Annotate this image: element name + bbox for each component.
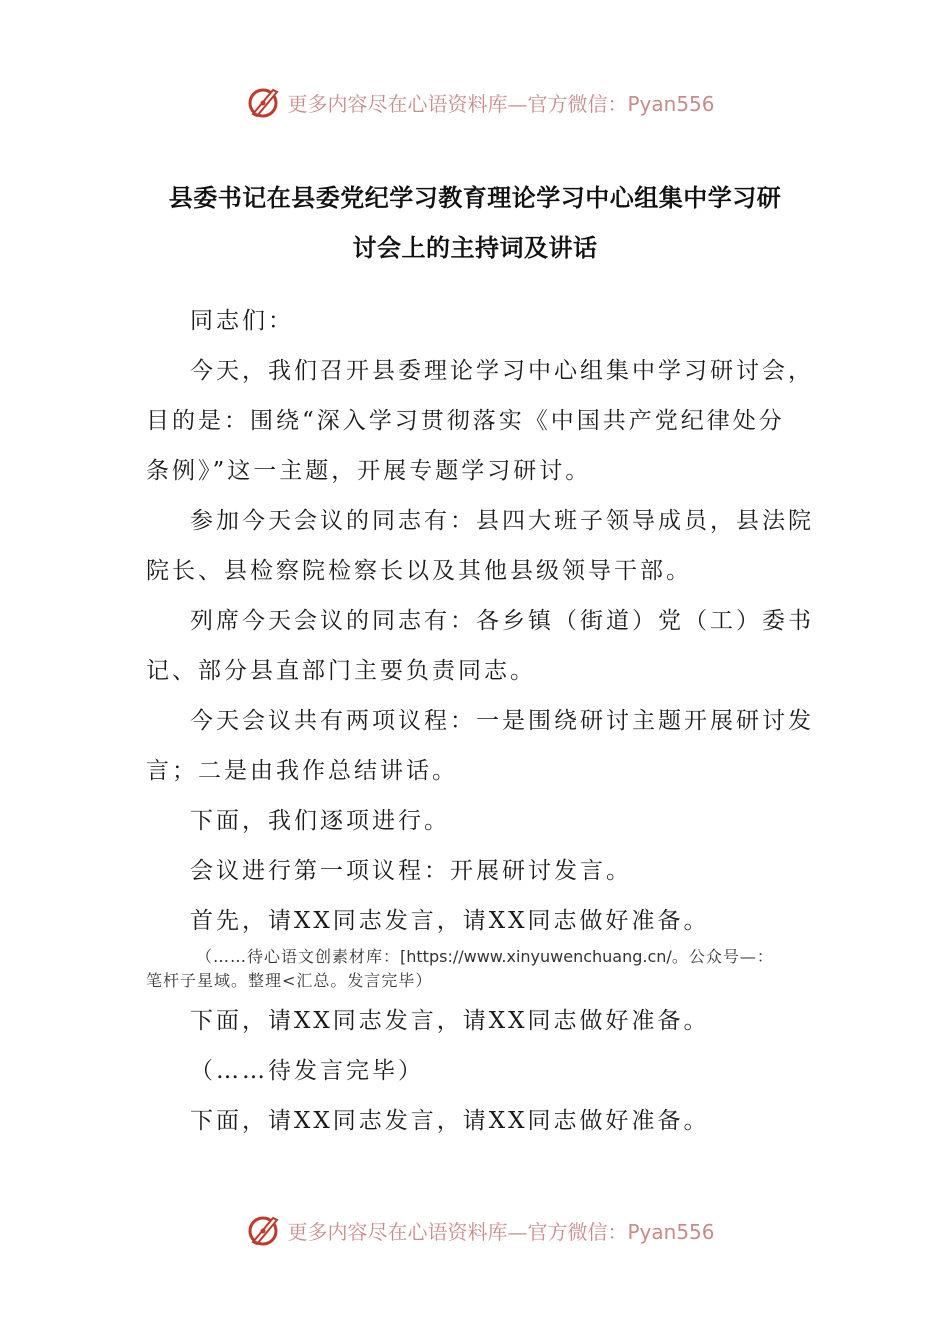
document-title-line-2: 讨会上的主持词及讲话 xyxy=(352,234,598,262)
banner-text xyxy=(287,88,714,117)
paragraph-line: 今天会议共有两项议程：一是围绕研讨主题开展研讨发 xyxy=(190,708,814,734)
header-banner xyxy=(0,82,950,122)
paragraph-line: 下面，请XX同志发言，请XX同志做好准备。 xyxy=(190,1108,710,1134)
source-note-line-1 xyxy=(196,944,774,967)
paragraph-line: 院长、县检察院检察长以及其他县级领导干部。 xyxy=(146,558,692,584)
paragraph-line: 目的是：围绕“深入学习贯彻落实《中国共产党纪律处分 xyxy=(146,408,785,434)
paragraph-line: 下面，我们逐项进行。 xyxy=(190,808,450,834)
source-note-line-2: 笔杆子星域。整理<汇总。发言完毕） xyxy=(146,971,433,990)
paragraph-line: 首先，请XX同志发言，请XX同志做好准备。 xyxy=(190,908,710,934)
salutation: 同志们： xyxy=(190,308,294,334)
paragraph-line: 参加今天会议的同志有：县四大班子领导成员，县法院 xyxy=(190,508,814,534)
banner-handle: Pyan556 xyxy=(627,91,715,116)
banner-text xyxy=(287,1216,714,1245)
note-text: （……待心语文创素材库： xyxy=(196,947,401,966)
banner-label: 更多内容尽在心语资料库—官方微信： xyxy=(287,1219,628,1244)
banner-content xyxy=(245,1212,714,1248)
paragraph-line: 条例》”这一主题，开展专题学习研讨。 xyxy=(146,458,592,484)
paragraph-line: （……待发言完毕） xyxy=(190,1058,424,1084)
banner-content xyxy=(245,84,714,120)
paragraph-line: 列席今天会议的同志有：各乡镇（街道）党（工）委书 xyxy=(190,608,814,634)
paragraph-line: 会议进行第一项议程：开展研讨发言。 xyxy=(190,858,632,884)
paragraph-line: 言；二是由我作总结讲话。 xyxy=(146,758,458,784)
paragraph-line: 今天，我们召开县委理论学习中心组集中学习研讨会， xyxy=(190,358,814,384)
note-url: [https://www.xinyuwenchuang.cn/ xyxy=(400,947,672,966)
document-title-line-1: 县委书记在县委党纪学习教育理论学习中心组集中学习研 xyxy=(168,184,782,212)
banner-label: 更多内容尽在心语资料库—官方微信： xyxy=(287,91,628,116)
pen-logo-icon xyxy=(245,84,281,120)
pen-logo-icon xyxy=(245,1212,281,1248)
note-text: 。公众号—： xyxy=(671,947,774,966)
footer-banner xyxy=(0,1210,950,1250)
banner-handle: Pyan556 xyxy=(627,1219,715,1244)
paragraph-line: 下面，请XX同志发言，请XX同志做好准备。 xyxy=(190,1008,710,1034)
paragraph-line: 记、部分县直部门主要负责同志。 xyxy=(146,658,536,684)
